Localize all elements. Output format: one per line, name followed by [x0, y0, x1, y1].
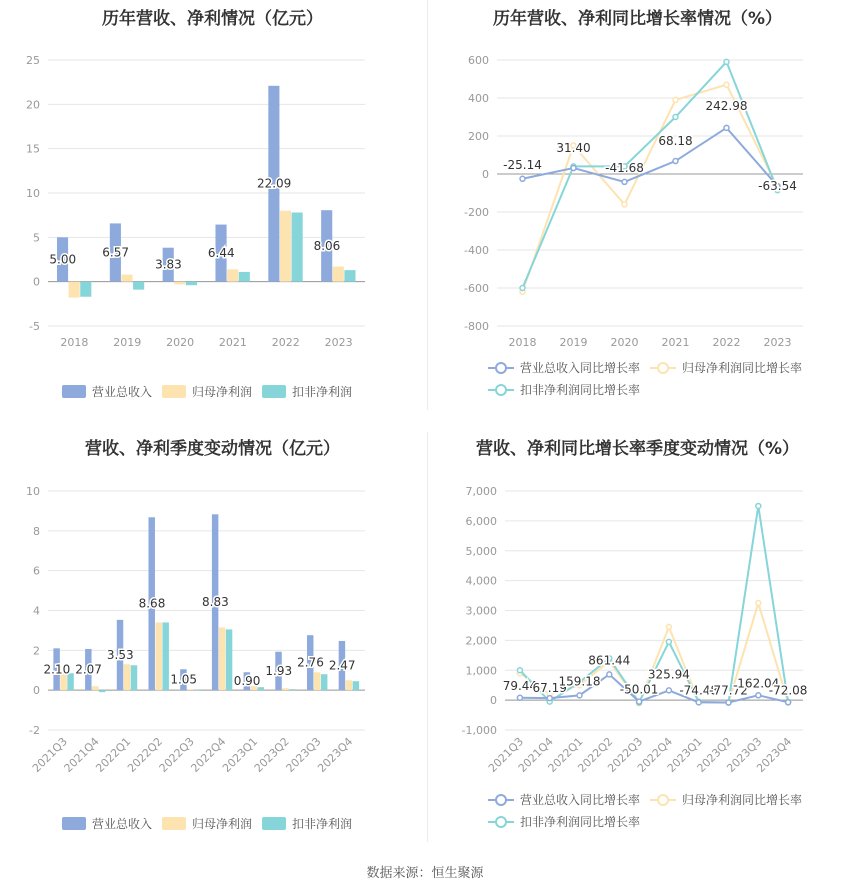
bar-deducted-profit [162, 622, 168, 690]
legend-label: 归母净利润 [192, 385, 253, 399]
data-label: 162.04 [737, 676, 780, 691]
data-label: 2.10 [43, 662, 71, 677]
bar-net-profit [282, 688, 288, 690]
x-tick-label: 2022Q1 [93, 734, 134, 775]
y-tick-label: 6,000 [465, 514, 497, 528]
data-label: -72.08 [768, 683, 808, 698]
y-tick-label: 3,000 [465, 604, 497, 618]
x-tick-label: 2019 [113, 336, 142, 349]
series-point [520, 176, 525, 181]
data-label: 67.19 [532, 681, 567, 696]
data-label: -50.01 [619, 682, 659, 697]
series-point [724, 125, 729, 130]
series-point [547, 696, 552, 701]
legend-label: 扣非净利润 [292, 385, 353, 399]
y-tick-label: 0 [482, 168, 489, 181]
x-tick-label: 2018 [508, 336, 537, 349]
bar-deducted-profit [226, 629, 232, 690]
series-point [622, 202, 627, 207]
series-point [724, 82, 729, 87]
quarterly-growth-panel [425, 430, 850, 855]
y-tick-label: 600 [468, 54, 489, 67]
legend-swatch [162, 385, 186, 398]
x-tick-label: 2023 [324, 336, 353, 349]
y-tick-label: 6 [33, 564, 40, 578]
legend-swatch [62, 385, 86, 398]
y-tick-label: 0 [490, 694, 497, 708]
x-tick-label: 2022Q3 [156, 734, 197, 775]
bar-deducted-profit [133, 282, 144, 290]
legend-marker [496, 385, 506, 395]
data-label: -74.48 [679, 683, 719, 698]
legend-swatch [62, 817, 86, 830]
x-tick-label: 2023Q3 [283, 734, 324, 775]
x-tick-label: 2023Q3 [724, 734, 765, 775]
series-point [666, 688, 671, 693]
bar-deducted-profit [353, 681, 359, 690]
x-tick-label: 2023Q2 [694, 734, 735, 775]
quarterly-growth-chart [425, 430, 850, 855]
series-point [517, 668, 522, 673]
x-tick-label: 2023 [763, 336, 792, 349]
y-tick-label: -2 [29, 724, 40, 737]
bar-net-profit [219, 627, 225, 690]
x-tick-label: 2021Q3 [485, 734, 527, 775]
x-tick-label: 2022Q4 [188, 734, 229, 775]
legend-marker [496, 363, 506, 373]
data-label: 8.06 [313, 238, 341, 253]
series-point [622, 179, 627, 184]
bar-deducted-profit [131, 665, 137, 690]
bar-deducted-profit [194, 690, 200, 691]
series-line-deducted-growth [523, 62, 778, 288]
y-tick-label: -200 [464, 206, 489, 219]
series-point [673, 97, 678, 102]
series-point [756, 503, 761, 508]
bar-net-profit [187, 689, 193, 690]
bar-net-profit [280, 211, 291, 282]
series-point [673, 115, 678, 120]
x-tick-label: 2023Q1 [664, 734, 705, 775]
legend-label: 扣非净利润 [292, 817, 353, 831]
data-label: 0.90 [233, 674, 261, 689]
legend-label: 营业总收入同比增长率 [520, 361, 641, 375]
bar-net-profit [69, 282, 80, 298]
bar-net-profit [124, 664, 130, 690]
y-tick-label: 25 [26, 54, 40, 67]
series-point [607, 672, 612, 677]
y-tick-label: 200 [468, 130, 489, 143]
series-point [726, 700, 731, 705]
data-label: 31.40 [556, 141, 591, 156]
x-tick-label: 2022 [271, 336, 300, 349]
y-tick-label: 5 [33, 231, 40, 245]
data-label: 2.07 [75, 662, 102, 677]
data-label: 68.18 [658, 134, 693, 149]
y-tick-label: 10 [26, 187, 40, 200]
y-tick-label: 7,000 [465, 485, 497, 498]
x-tick-label: 2018 [60, 336, 89, 349]
y-tick-label: 0 [33, 275, 40, 289]
series-point [756, 693, 761, 698]
annual-growth-chart [425, 0, 850, 420]
annual-revenue-profit-panel [0, 0, 425, 420]
legend-label: 归母净利润 [192, 817, 253, 831]
x-tick-label: 2022Q3 [605, 734, 646, 775]
data-label: 159.18 [558, 674, 601, 689]
data-label: 8.68 [138, 596, 166, 611]
bar-net-profit [92, 686, 98, 690]
data-label: 2.47 [328, 658, 356, 673]
bar-deducted-profit [344, 270, 355, 282]
quarterly-revenue-profit-chart [0, 430, 425, 855]
y-tick-label: 400 [468, 92, 489, 105]
y-tick-label: 2,000 [465, 634, 497, 648]
data-label: 3.53 [106, 648, 134, 663]
series-line-revenue-growth [523, 128, 778, 186]
legend-swatch [262, 385, 286, 398]
y-tick-label: -5 [29, 320, 40, 333]
annual-revenue-profit-chart [0, 0, 425, 420]
x-tick-label: 2023Q4 [315, 734, 356, 775]
data-label: 242.98 [705, 98, 748, 113]
y-tick-label: 4 [33, 604, 40, 618]
y-tick-label: -1,000 [461, 724, 497, 737]
bar-deducted-profit [186, 282, 197, 286]
data-label: -41.68 [605, 160, 644, 175]
data-label: 3.83 [155, 257, 182, 272]
data-label: 8.83 [202, 595, 229, 610]
legend-swatch [162, 817, 186, 830]
bar-deducted-profit [99, 690, 105, 692]
y-tick-label: 4,000 [465, 574, 497, 588]
legend-label: 归母净利润同比增长率 [682, 793, 803, 807]
y-tick-label: -400 [464, 244, 489, 257]
x-tick-label: 2021Q3 [29, 734, 70, 775]
data-label: 6.44 [207, 246, 235, 261]
bar-deducted-profit [292, 213, 303, 282]
bar-deducted-profit [239, 272, 250, 282]
data-label: 79.44 [502, 678, 538, 693]
x-tick-label: 2020 [166, 336, 195, 349]
series-point [696, 700, 701, 705]
series-point [724, 59, 729, 64]
x-tick-label: 2022Q1 [545, 734, 586, 775]
series-point [673, 159, 678, 164]
quarterly-revenue-profit-panel [0, 430, 425, 855]
y-tick-label: 0 [33, 684, 40, 698]
x-tick-label: 2022Q4 [634, 734, 676, 775]
data-label: 861.44 [588, 653, 631, 668]
bar-net-profit [121, 275, 132, 282]
data-source: 数据来源：恒生聚源 [366, 866, 484, 881]
y-tick-label: 8 [33, 524, 40, 538]
y-tick-label: 5,000 [465, 544, 497, 558]
series-point [571, 166, 576, 171]
y-tick-label: 20 [26, 98, 40, 112]
data-label: 22.09 [256, 176, 292, 191]
data-label: 325.94 [647, 667, 690, 682]
y-tick-label: -800 [464, 320, 489, 333]
bar-net-profit [314, 672, 320, 690]
x-tick-label: 2023Q4 [754, 734, 795, 775]
legend-label: 营业总收入同比增长率 [520, 793, 641, 807]
bar-deducted-profit [80, 282, 91, 297]
bar-net-profit [227, 269, 238, 281]
x-tick-label: 2019 [559, 336, 588, 349]
quarterly-revenue-profit-title: 营收、净利季度变动情况（亿元） [85, 439, 340, 459]
legend-label: 归母净利润同比增长率 [682, 361, 803, 375]
bar-deducted-profit [321, 674, 327, 690]
legend-marker [496, 795, 506, 805]
series-point [577, 693, 582, 698]
annual-growth-title: 历年营收、净利同比增长率情况（%） [492, 9, 783, 29]
data-label: -63.54 [758, 179, 797, 194]
y-tick-label: 15 [26, 142, 40, 156]
x-tick-label: 2022Q2 [125, 734, 166, 775]
x-tick-label: 2021 [661, 336, 690, 349]
data-label: -77.72 [709, 683, 748, 698]
legend-label: 扣非净利润同比增长率 [520, 383, 641, 397]
series-point [666, 624, 671, 629]
data-label: 1.05 [170, 672, 198, 687]
data-label: 6.57 [102, 245, 129, 260]
legend-swatch [262, 817, 286, 830]
bar-net-profit [346, 680, 352, 690]
series-point [517, 695, 522, 700]
x-tick-label: 2023Q1 [220, 734, 261, 775]
quarterly-growth-title: 营收、净利同比增长率季度变动情况（%） [475, 439, 800, 459]
y-tick-label: 1,000 [465, 664, 497, 678]
legend-marker [658, 363, 668, 373]
x-tick-label: 2021 [218, 336, 247, 349]
y-tick-label: -600 [464, 282, 489, 295]
y-tick-label: 2 [33, 644, 40, 658]
series-point [520, 286, 525, 291]
series-point [637, 699, 642, 704]
x-tick-label: 2021Q4 [61, 734, 102, 775]
series-point [666, 639, 671, 644]
x-tick-label: 2020 [610, 336, 639, 349]
x-tick-label: 2022Q2 [575, 734, 616, 775]
annual-revenue-profit-title: 历年营收、净利情况（亿元） [102, 9, 323, 29]
data-label: 2.76 [297, 655, 324, 670]
data-label: -25.14 [503, 157, 542, 172]
x-tick-label: 2022 [712, 336, 741, 349]
x-tick-label: 2023Q2 [251, 734, 292, 775]
legend-marker [658, 795, 668, 805]
series-line-net-profit-growth [523, 85, 778, 292]
data-label: 5.00 [49, 252, 77, 267]
bar-net-profit [174, 282, 185, 285]
legend-label: 营业总收入 [92, 817, 153, 831]
legend-marker [496, 817, 506, 827]
series-point [786, 700, 791, 705]
series-point [756, 601, 761, 606]
bar-net-profit [155, 622, 161, 690]
bar-deducted-profit [289, 689, 295, 690]
annual-growth-panel [425, 0, 850, 420]
y-tick-label: 10 [26, 485, 40, 498]
data-label: 1.93 [265, 663, 293, 678]
legend-label: 扣非净利润同比增长率 [520, 815, 641, 829]
bar-net-profit [333, 267, 344, 282]
legend-label: 营业总收入 [92, 385, 153, 399]
x-tick-label: 2021Q4 [515, 734, 556, 775]
